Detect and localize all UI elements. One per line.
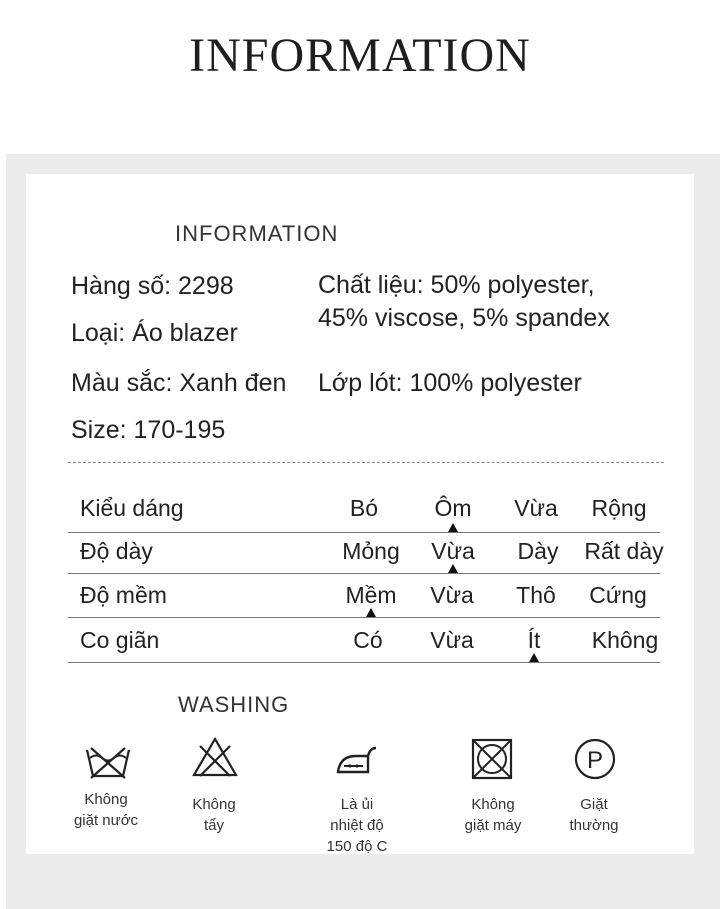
attribute-option: Có [353,627,383,653]
washing-label [539,794,649,836]
washing-label-line: giặt máy [464,817,522,834]
info-heading: INFORMATION [175,221,339,246]
table-divider [68,662,660,663]
attribute-option: Thô [516,582,556,608]
no-wash-icon [83,742,133,784]
attribute-option: Mềm [345,582,397,608]
table-divider [68,617,660,618]
iron-icon [330,742,380,784]
attribute-option: Vừa [431,538,475,564]
attribute-option: Bó [349,495,379,521]
table-divider [68,532,660,533]
attribute-option: Cứng [589,582,647,608]
selected-marker-icon [448,564,458,573]
attribute-option: Ít [527,627,541,653]
product-color: Màu sắc: Xanh đen [71,369,287,397]
attribute-option: Vừa [430,627,474,653]
product-size: Size: 170-195 [71,416,226,444]
attribute-option: Vừa [514,495,558,521]
washing-label-line: 150 độ C [326,838,388,855]
washing-label-line: thường [569,817,619,834]
attribute-option: Dày [517,538,559,564]
product-type: Loại: Áo blazer [71,319,238,347]
lining: Lớp lót: 100% polyester [318,369,582,397]
washing-label-line: Không [84,791,128,808]
page-title: INFORMATION [189,29,531,82]
material-line-2: 45% viscose, 5% spandex [318,304,610,332]
attribute-option: Vừa [430,582,474,608]
attribute-option: Không [591,627,659,653]
dashed-divider [68,462,664,463]
washing-label [51,789,161,831]
attribute-label: Kiểu dáng [80,495,184,521]
attribute-option: Ôm [434,495,472,521]
selected-marker-icon [448,523,458,532]
washing-label-line: Không [192,796,236,813]
no-bleach-icon [190,736,240,778]
washing-label [438,794,548,836]
washing-label-line: tẩy [203,817,224,834]
attribute-option: Mỏng [342,538,400,564]
washing-label [302,794,412,857]
attribute-option: Rộng [591,495,647,521]
washing-label-line: Không [471,796,515,813]
attribute-label: Độ mềm [80,582,167,608]
selected-marker-icon [529,653,539,662]
washing-label [159,794,269,836]
washing-label-line: Là ủi [340,796,374,813]
material-line-1: Chất liệu: 50% polyester, [318,271,595,299]
attribute-option: Rất dày [584,538,664,564]
dry-clean-p-icon [570,738,620,780]
attribute-label: Độ dày [80,538,153,564]
washing-heading: WASHING [178,692,290,717]
washing-label-line: Giặt [580,796,608,813]
dry-clean-letter: P [586,747,604,774]
table-divider [68,573,660,574]
item-number: Hàng số: 2298 [71,272,234,300]
washing-label-line: nhiệt độ [330,817,384,834]
washing-label-line: giặt nước [73,812,139,829]
attribute-label: Co giãn [80,627,160,653]
no-tumble-dry-icon [467,738,517,780]
selected-marker-icon [366,608,376,617]
